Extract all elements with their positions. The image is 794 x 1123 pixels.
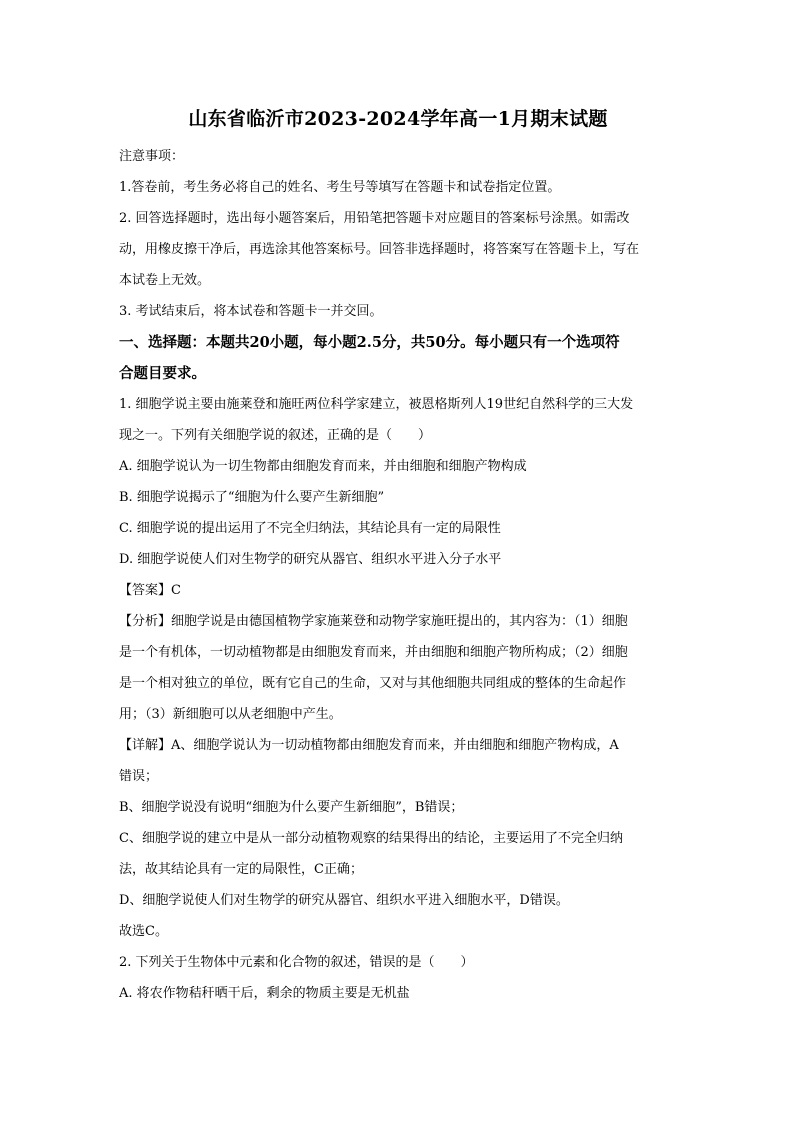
- q1-answer: 【答案】C: [119, 583, 181, 598]
- q1-option-a: A. 细胞学说认为一切生物都由细胞发育而来，并由细胞和细胞产物构成: [119, 459, 527, 474]
- notice-item-2-line-2: 动，用橡皮擦干净后，再选涂其他答案标号。回答非选择题时，将答案写在答题卡上，写在: [119, 242, 640, 257]
- q1-conclusion: 故选C。: [119, 924, 168, 939]
- notice-item-2-line-1: 2. 回答选择题时，选出每小题答案后，用铅笔把答题卡对应题目的答案标号涂黑。如需改: [119, 211, 630, 226]
- section-heading-line-1: 一、选择题：本题共20小题，每小题2.5分，共50分。每小题只有一个选项符: [119, 334, 620, 351]
- q1-analysis-line-1: 【分析】细胞学说是由德国植物学家施莱登和动物学家施旺提出的，其内容为：（1）细胞: [119, 614, 628, 629]
- q1-detail-c-line-1: C、细胞学说的建立中是从一部分动植物观察的结果得出的结论，主要运用了不完全归纳: [119, 831, 623, 846]
- q1-analysis-line-3: 是一个相对独立的单位，既有它自己的生命，又对与其他细胞共同组成的整体的生命起作: [119, 676, 627, 691]
- notice-item-1: 1.答卷前，考生务必将自己的姓名、考生号等填写在答题卡和试卷指定位置。: [119, 180, 561, 195]
- q1-detail-a-line-2: 错误；: [119, 769, 159, 784]
- q1-detail-c-line-2: 法，故其结论具有一定的局限性，C正确；: [119, 862, 363, 877]
- q2-stem: 2. 下列关于生物体中元素和化合物的叙述，错误的是（ ）: [119, 955, 474, 970]
- q1-detail-d: D、细胞学说使人们对生物学的研究从器官、组织水平进入细胞水平，D错误。: [119, 893, 569, 908]
- q1-stem-line-2: 现之一。下列有关细胞学说的叙述，正确的是（ ）: [119, 428, 432, 443]
- q1-option-b: B. 细胞学说揭示了“细胞为什么要产生新细胞”: [119, 490, 385, 505]
- notice-heading: 注意事项：: [119, 149, 185, 164]
- document-page: [119, 104, 677, 1009]
- notice-item-2-line-3: 本试卷上无效。: [119, 273, 211, 288]
- page-title: 山东省临沂市2023-2024学年高一1月期末试题: [188, 108, 608, 130]
- q1-option-d: D. 细胞学说使人们对生物学的研究从器官、组织水平进入分子水平: [119, 552, 502, 567]
- q1-analysis-line-2: 是一个有机体，一切动植物都是由细胞发育而来，并由细胞和细胞产物所构成；（2）细胞: [119, 645, 628, 660]
- q1-detail-a-line-1: 【详解】A、细胞学说认为一切动植物都由细胞发育而来，并由细胞和细胞产物构成，A: [119, 738, 619, 753]
- notice-item-3: 3. 考试结束后，将本试卷和答题卡一并交回。: [119, 304, 383, 319]
- q1-stem-line-1: 1. 细胞学说主要由施莱登和施旺两位科学家建立，被恩格斯列人19世纪自然科学的三大发: [119, 397, 634, 412]
- q1-option-c: C. 细胞学说的提出运用了不完全归纳法，其结论具有一定的局限性: [119, 521, 501, 536]
- q1-detail-b: B、细胞学说没有说明“细胞为什么要产生新细胞”，B错误；: [119, 800, 464, 815]
- q1-analysis-line-4: 用；（3）新细胞可以从老细胞中产生。: [119, 707, 342, 722]
- section-heading-line-2: 合题目要求。: [119, 365, 206, 382]
- q2-option-a: A. 将农作物秸秆晒干后，剩余的物质主要是无机盐: [119, 986, 410, 1001]
